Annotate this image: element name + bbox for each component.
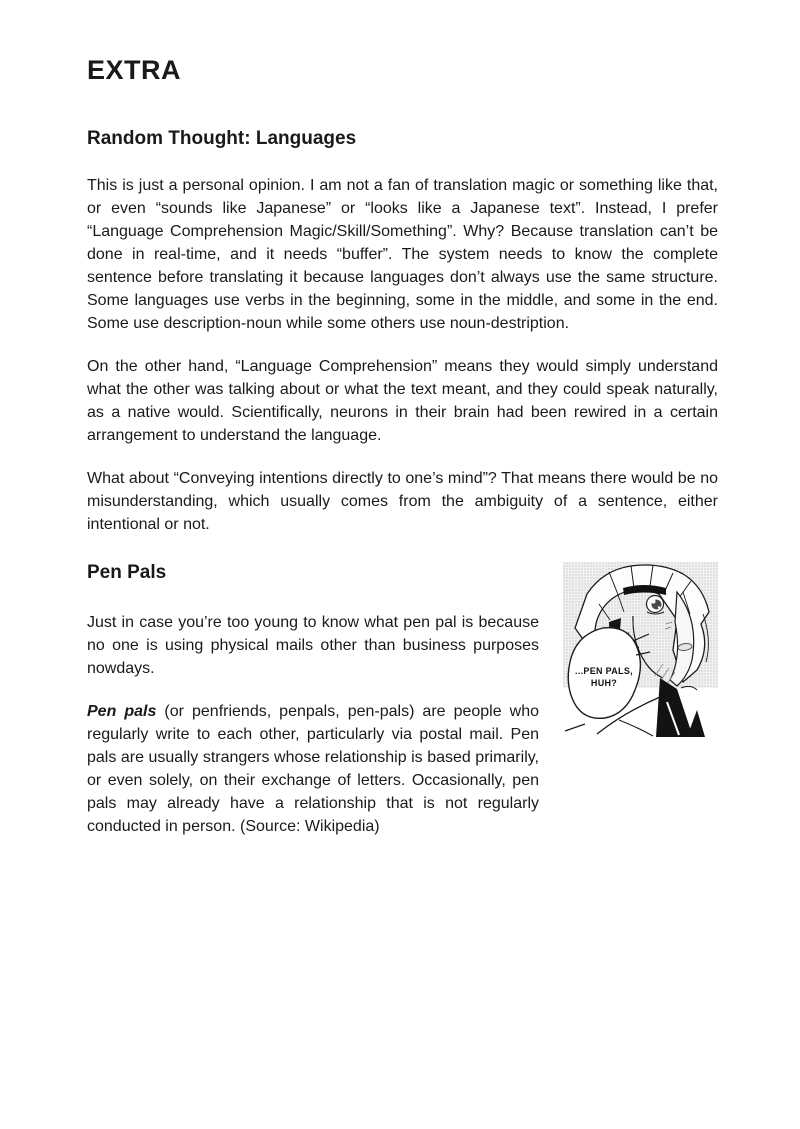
penpals-definition-rest: (or penfriends, penpals, pen-pals) are people who regularly write to each other, particularly via postal mail. Pen pals are usually strangers whose relationship is based primarily, or even solely, on their exchange of letters. Occasionally, pen pals may already have a relationship that is not regularly conducted in person. (Source: Wikipedia) — [87, 703, 539, 836]
speech-bubble-text-line1: ...PEN PALS, — [575, 665, 633, 676]
penpals-text-column — [87, 562, 539, 839]
penpals-definition-lead: Pen pals — [87, 703, 157, 721]
manga-panel-image — [563, 562, 718, 737]
languages-paragraph-1: This is just a personal opinion. I am not a fan of translation magic or something like that, or even “sounds like Japanese” or “looks like a Japanese text”. Instead, I prefer “Language Comprehension Magic/Skill/Something”. Why? Because translation can’t be done in real-time, and it needs “buffer”. The system needs to know the complete sentence before translating it because languages don’t always use the same structure. Some languages use verbs in the beginning, some in the middle, and some in the end. Some use description-noun while some others use noun-destription. — [87, 176, 718, 332]
languages-paragraph-2: On the other hand, “Language Comprehension” means they would simply understand what the other was talking about or what the text meant, and they could speak naturally, as a native would. Scientifically, neurons in their brain had been rewired in a certain arrangement to understand the language. — [87, 357, 718, 444]
penpals-paragraph-1: Just in case you’re too young to know what pen pal is because no one is using physical mails other than business purposes nowdays. — [87, 614, 539, 678]
languages-paragraph-3: What about “Conveying intentions directly to one’s mind”? That means there would be no misunderstanding, which usually comes from the ambiguity of a sentence, either intentional or not. — [87, 469, 718, 533]
section-languages — [87, 128, 718, 536]
page-title: EXTRA — [87, 55, 182, 85]
penpals-definition-paragraph — [87, 700, 539, 838]
penpals-heading: Pen Pals — [87, 561, 167, 583]
section-penpals — [87, 562, 718, 839]
languages-heading: Random Thought: Languages — [87, 127, 357, 149]
speech-bubble-text-line2: HUH? — [590, 677, 618, 688]
